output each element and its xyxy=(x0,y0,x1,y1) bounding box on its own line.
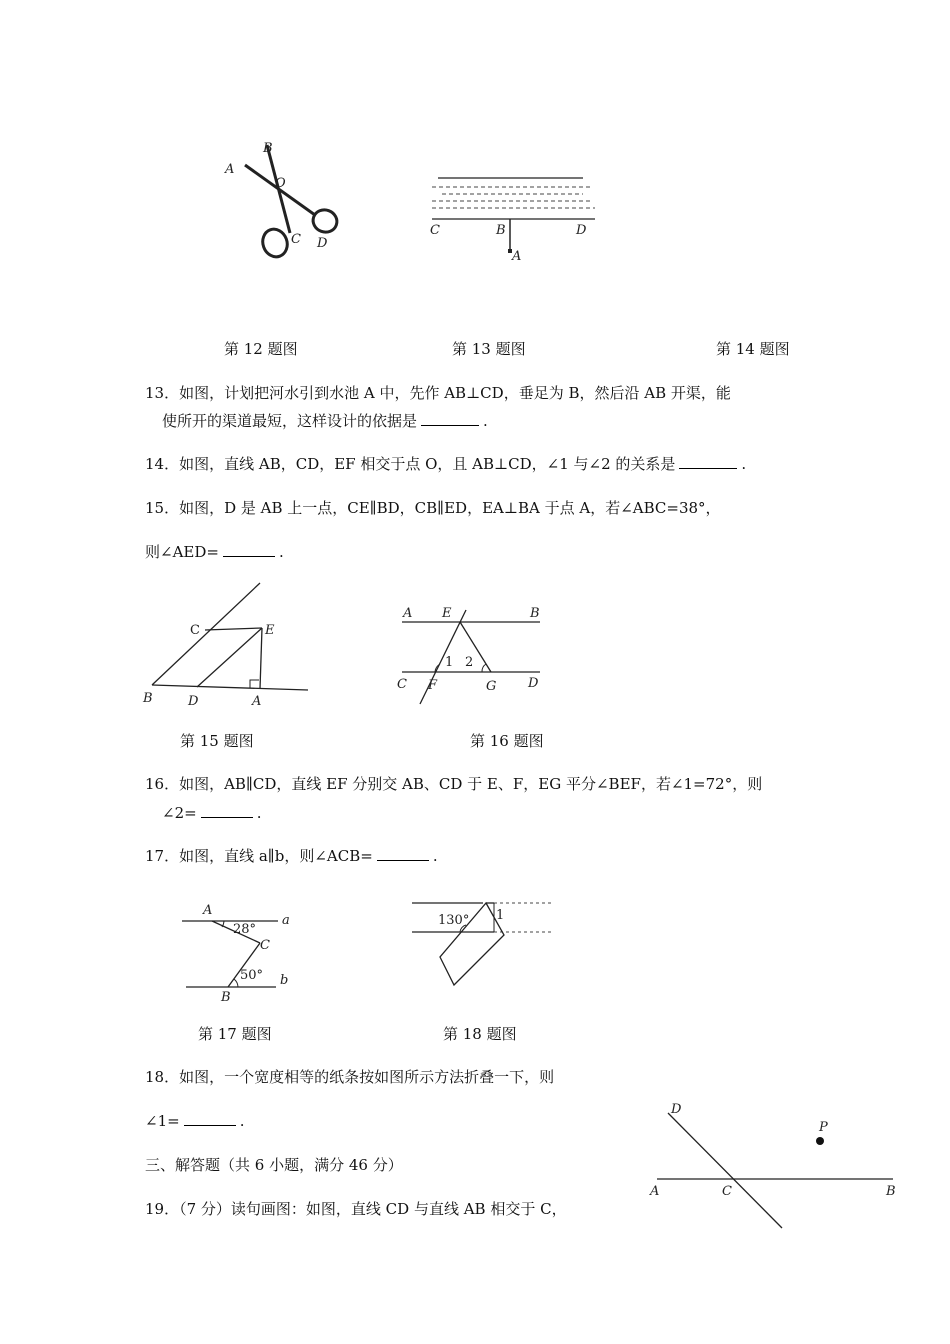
caption-fig14: 第 14 题图 xyxy=(716,340,790,358)
question-18-line2: ∠1= . xyxy=(145,1112,245,1130)
label-C: C xyxy=(722,1184,732,1199)
figure-17 xyxy=(178,897,298,1007)
question-15-line2: 则∠AED= . xyxy=(145,543,284,561)
label-C: C xyxy=(190,623,200,638)
label-D: D xyxy=(576,223,587,238)
label-O: O xyxy=(275,176,286,191)
label-C: C xyxy=(291,232,301,247)
label-B: B xyxy=(263,141,273,156)
question-19: 19．（7 分）读句画图：如图，直线 CD 与直线 AB 相交于 C， xyxy=(145,1200,567,1218)
question-16-line2: ∠2= . xyxy=(162,804,262,822)
label-C: C xyxy=(430,223,440,238)
label-D: D xyxy=(528,676,539,691)
label-A: A xyxy=(650,1184,660,1199)
angle-50-label: 50° xyxy=(240,968,264,983)
answer-blank-16[interactable] xyxy=(201,803,253,818)
answer-blank-14[interactable] xyxy=(679,454,737,469)
label-A: A xyxy=(512,249,522,264)
label-A: A xyxy=(225,162,235,177)
angle-1-label: 1 xyxy=(496,908,505,923)
label-B: B xyxy=(886,1184,896,1199)
question-17: 17．如图，直线 a∥b，则∠ACB= . xyxy=(145,847,438,865)
label-D: D xyxy=(671,1102,682,1117)
label-B: B xyxy=(143,691,153,706)
question-18-line1: 18．如图，一个宽度相等的纸条按如图所示方法折叠一下，则 xyxy=(145,1068,555,1086)
figure-12-scissors xyxy=(215,135,350,265)
caption-fig15: 第 15 题图 xyxy=(180,732,254,750)
question-16-line1: 16．如图，AB∥CD，直线 EF 分别交 AB、CD 于 E、F，EG 平分∠BEF，若∠1=72°，则 xyxy=(145,775,763,793)
label-P: P xyxy=(819,1120,828,1135)
label-E: E xyxy=(442,606,452,621)
label-B: B xyxy=(496,223,506,238)
label-E: E xyxy=(265,623,275,638)
label-line-b: b xyxy=(280,973,289,988)
answer-blank-17[interactable] xyxy=(377,846,429,861)
label-A: A xyxy=(203,903,213,918)
figure-15 xyxy=(140,578,315,713)
answer-blank-15[interactable] xyxy=(223,542,275,557)
angle-1-label: 1 xyxy=(445,655,454,670)
caption-fig17: 第 17 题图 xyxy=(198,1025,272,1043)
label-B: B xyxy=(221,990,231,1005)
label-D: D xyxy=(188,694,199,709)
figure-13-river xyxy=(420,170,605,270)
figure-19 xyxy=(645,1095,905,1235)
angle-2-label: 2 xyxy=(465,655,474,670)
label-D: D xyxy=(317,236,328,251)
figure-18 xyxy=(408,895,556,995)
label-A: A xyxy=(403,606,413,621)
label-A: A xyxy=(252,694,262,709)
label-F: F xyxy=(428,678,438,693)
section-3-heading: 三、解答题（共 6 小题，满分 46 分） xyxy=(145,1156,403,1174)
caption-fig13: 第 13 题图 xyxy=(452,340,526,358)
question-14: 14．如图，直线 AB，CD，EF 相交于点 O，且 AB⊥CD，∠1 与∠2 的关系是 . xyxy=(145,455,747,473)
caption-fig12: 第 12 题图 xyxy=(224,340,298,358)
label-B: B xyxy=(530,606,540,621)
question-13-line2: 使所开的渠道最短，这样设计的依据是 . xyxy=(162,412,488,430)
caption-fig16: 第 16 题图 xyxy=(470,732,544,750)
figure-16 xyxy=(390,598,550,708)
answer-blank-13[interactable] xyxy=(421,411,479,426)
label-C: C xyxy=(397,677,407,692)
question-15-line1: 15．如图，D 是 AB 上一点，CE∥BD，CB∥ED，EA⊥BA 于点 A，若∠ABC=38°， xyxy=(145,499,721,517)
label-G: G xyxy=(486,679,497,694)
question-13-line1: 13．如图，计划把河水引到水池 A 中，先作 AB⊥CD，垂足为 B，然后沿 AB 开渠，能 xyxy=(145,384,731,402)
angle-28-label: 28° xyxy=(233,922,257,937)
label-line-a: a xyxy=(282,913,290,928)
caption-fig18: 第 18 题图 xyxy=(443,1025,517,1043)
label-C: C xyxy=(260,938,270,953)
answer-blank-18[interactable] xyxy=(184,1111,236,1126)
angle-130-label: 130° xyxy=(438,913,470,928)
